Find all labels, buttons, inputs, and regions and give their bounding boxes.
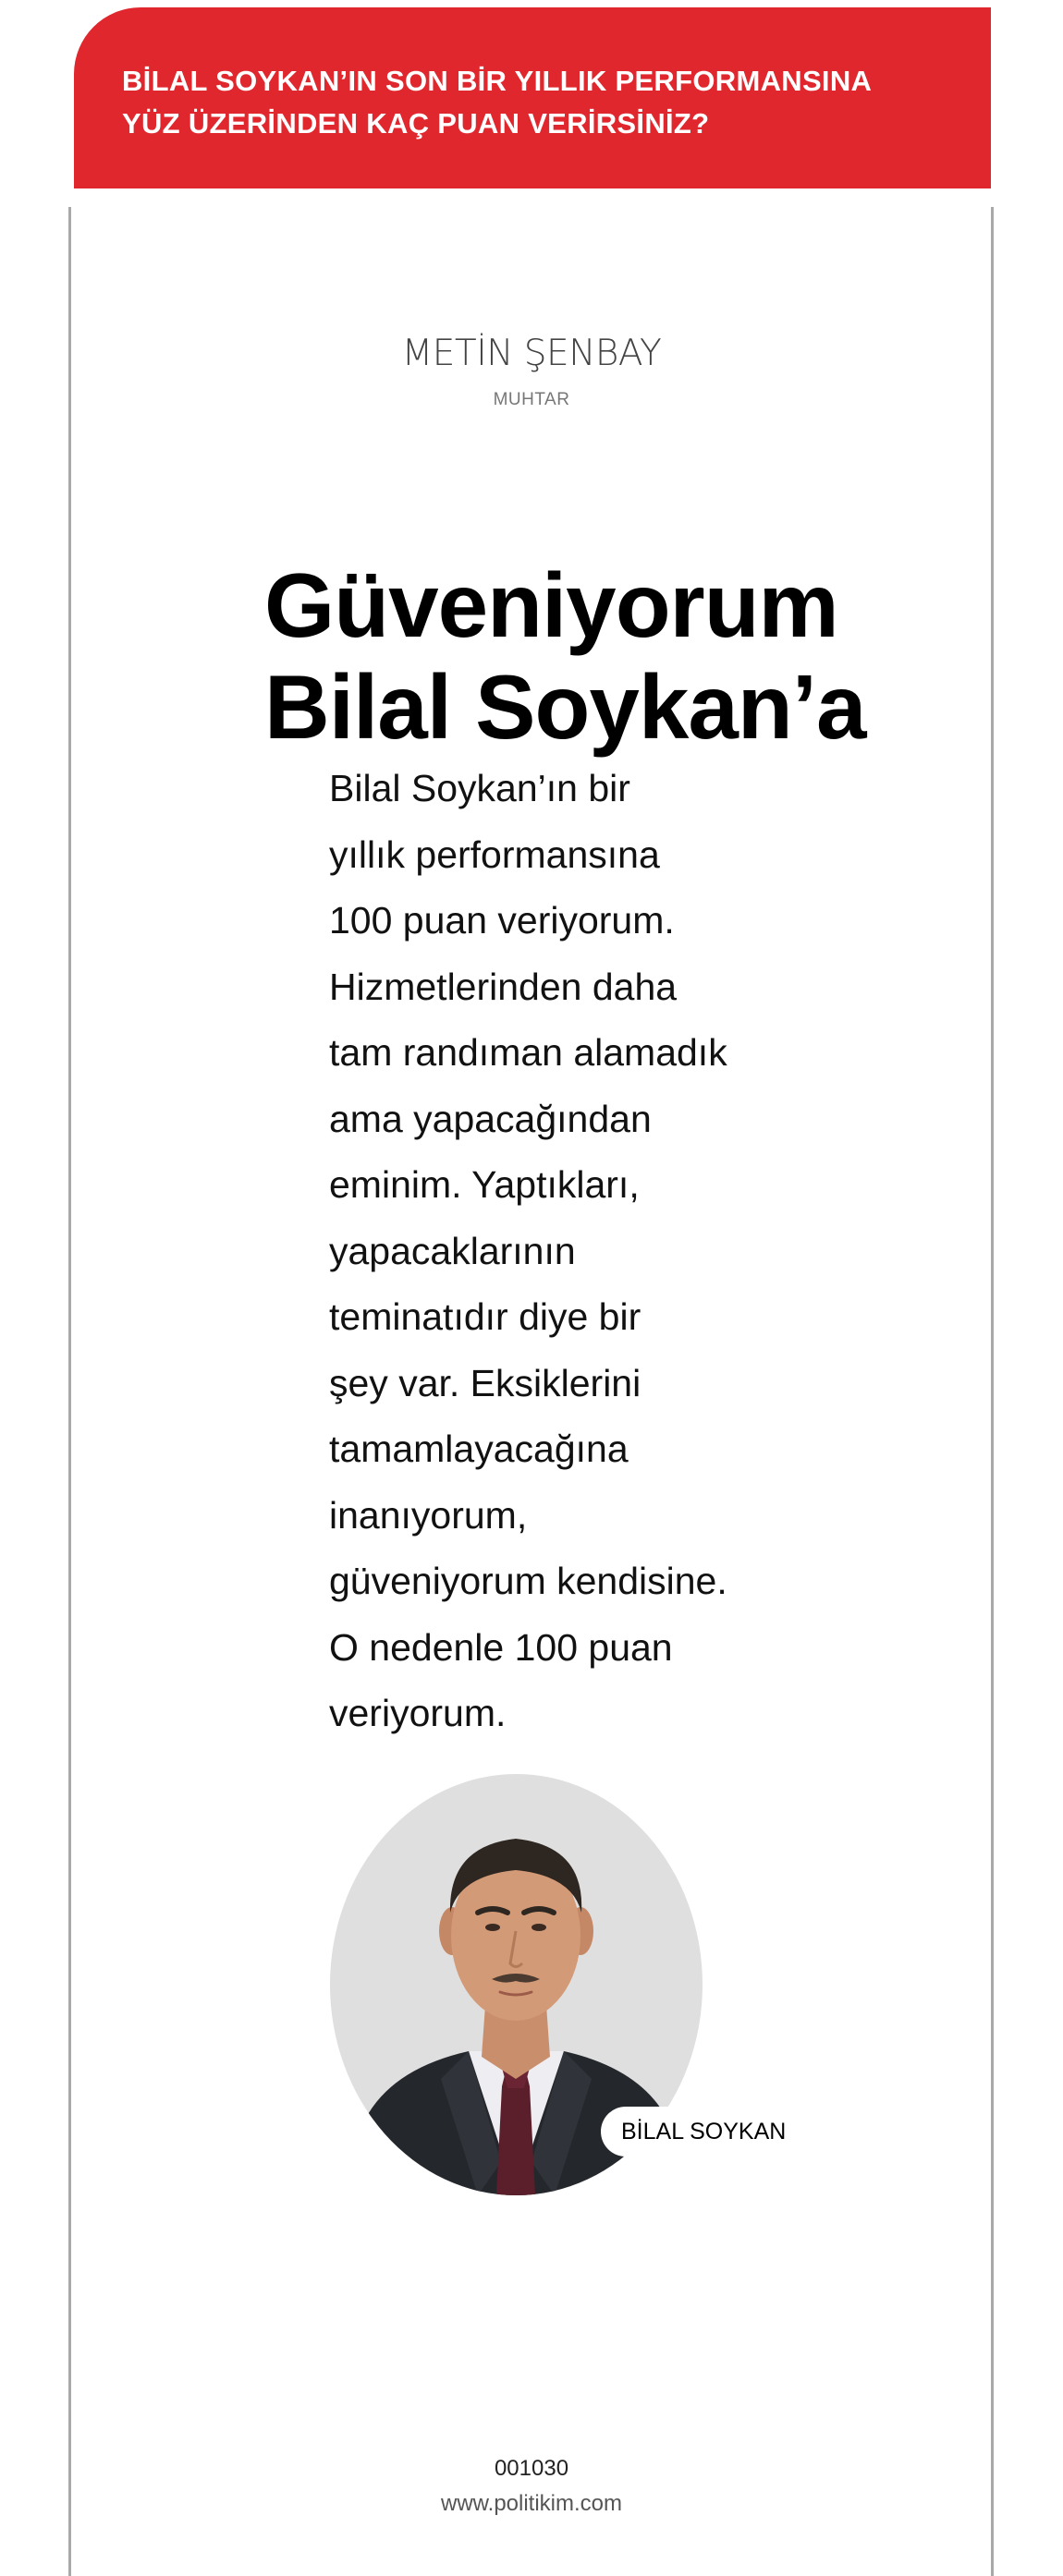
footer-code: 001030 xyxy=(494,2456,569,2481)
quote-line: inanıyorum, xyxy=(329,1493,528,1537)
quote-line: veriyorum. xyxy=(329,1692,507,1734)
quote-line: güveniyorum kendisine. xyxy=(329,1560,727,1602)
quote-line: yapacaklarının xyxy=(329,1229,576,1272)
left-frame-line xyxy=(68,207,71,2576)
headline-line-1: Güveniyorum xyxy=(264,554,838,656)
quote-line: tamamlayacağına xyxy=(329,1428,629,1470)
question-line-2: YÜZ ÜZERİNDEN KAÇ PUAN VERİRSİNİZ? xyxy=(122,107,710,140)
footer-website: www.politikim.com xyxy=(440,2491,623,2516)
quote-text xyxy=(329,756,727,1747)
photo-caption: BİLAL SOYKAN xyxy=(601,2107,806,2157)
quote-line: teminatıdır diye bir xyxy=(329,1295,641,1338)
interviewee-role: MUHTAR xyxy=(493,390,570,409)
quote-line: ama yapacağından xyxy=(329,1097,652,1140)
quote-line: şey var. Eksiklerini xyxy=(329,1361,641,1404)
question-banner xyxy=(74,7,991,188)
quote-line: tam randıman alamadık xyxy=(329,1031,727,1074)
headline xyxy=(264,554,866,758)
quote-line: eminim. Yaptıkları, xyxy=(329,1163,640,1206)
quote-line: yıllık performansına xyxy=(329,832,660,876)
headline-line-2: Bilal Soykan’a xyxy=(264,656,866,758)
quote-line: Hizmetlerinden daha xyxy=(329,965,678,1008)
quote-line: O nedenle 100 puan xyxy=(329,1625,673,1669)
quote-line: Bilal Soykan’ın bir xyxy=(329,767,630,809)
question-line-1: BİLAL SOYKAN’IN SON BİR YILLIK PERFORMANSINA xyxy=(122,65,873,97)
right-frame-line xyxy=(991,207,994,2576)
quote-line: 100 puan veriyorum. xyxy=(329,899,675,942)
interviewee-name: METİN ŞENBAY xyxy=(401,333,662,374)
